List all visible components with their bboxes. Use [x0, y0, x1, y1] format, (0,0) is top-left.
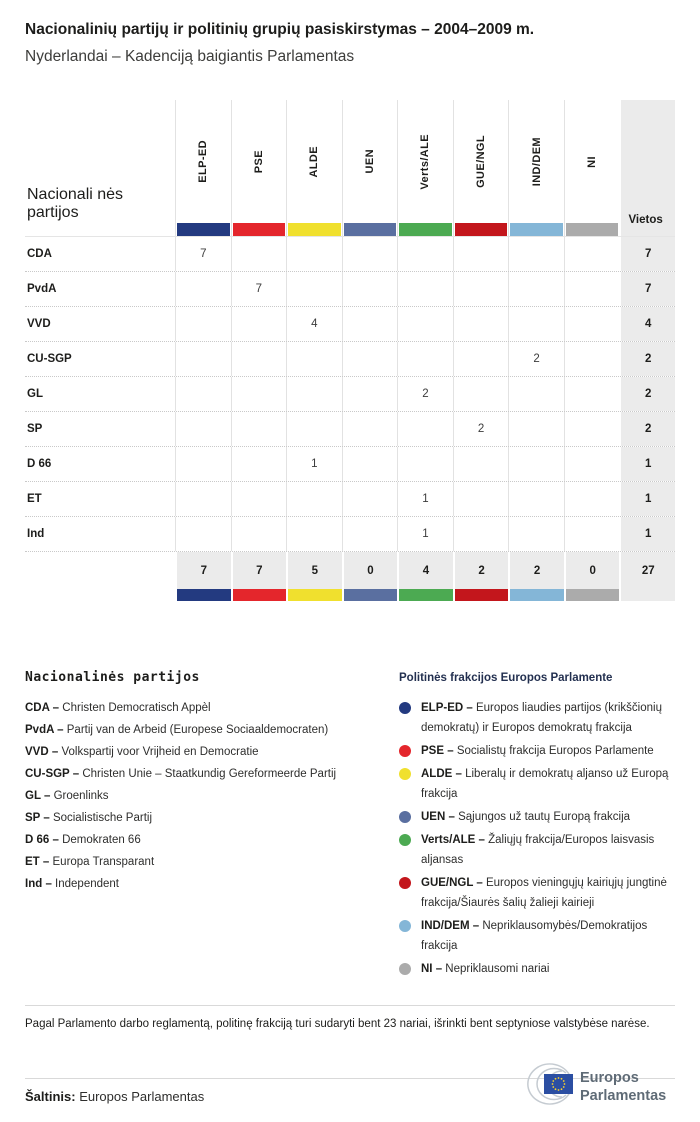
- column-total-cell: 4: [397, 552, 453, 589]
- group-abbr: PSE –: [421, 745, 454, 757]
- seat-cell: [564, 412, 620, 446]
- national-parties-legend: [25, 668, 399, 982]
- table-row: [25, 482, 675, 517]
- column-total-cell: 0: [564, 552, 620, 589]
- party-abbr: CU-SGP –: [25, 768, 80, 780]
- seat-cell: 1: [286, 447, 342, 481]
- seat-cell: [286, 482, 342, 516]
- group-column-label: UEN: [363, 149, 376, 174]
- seat-cell: [397, 412, 453, 446]
- seat-cell: [508, 237, 564, 271]
- seat-cell: [564, 342, 620, 376]
- row-total-cell: 7: [619, 272, 675, 306]
- row-total-cell: 1: [619, 482, 675, 516]
- logo-text-line1: Europos: [580, 1070, 639, 1086]
- seat-cell: [342, 237, 398, 271]
- group-legend-text: [421, 830, 673, 870]
- group-color-bar: [564, 589, 620, 601]
- party-label: ET: [27, 493, 42, 505]
- group-color-bar: [286, 589, 342, 601]
- row-total-cell: 1: [619, 517, 675, 551]
- group-color-bar: [344, 223, 397, 236]
- group-color-dot: [399, 963, 411, 975]
- seat-cell: [342, 482, 398, 516]
- seat-cell: [342, 342, 398, 376]
- seat-cell: [231, 307, 287, 341]
- seat-cell: 7: [175, 237, 231, 271]
- party-name: Christen Unie – Staatkundig Gereformeerde Partij: [82, 768, 337, 780]
- table-row: [25, 307, 675, 342]
- seat-cell: [175, 482, 231, 516]
- seat-cell: [508, 412, 564, 446]
- seat-cell: [231, 482, 287, 516]
- corner-label: Nacionali nės partijos: [27, 186, 124, 221]
- group-color-bar: [177, 223, 230, 236]
- seat-cell: [508, 377, 564, 411]
- party-name: Groenlinks: [53, 790, 109, 802]
- party-name: Independent: [55, 878, 119, 890]
- seat-cell: [286, 342, 342, 376]
- group-column-label: GUE/NGL: [475, 135, 488, 188]
- group-color-dot: [399, 920, 411, 932]
- seats-table: [25, 100, 675, 601]
- footer-note: Pagal Parlamento darbo reglamentą, politinę frakciją turi sudaryti bent 23 nariai, išrinkti bent septyniose valstybėse narėse.: [25, 1018, 650, 1030]
- seat-cell: 1: [397, 517, 453, 551]
- table-row: [25, 447, 675, 482]
- seat-cell: [453, 307, 509, 341]
- group-color-bar: [288, 223, 341, 236]
- party-legend-item: [25, 873, 399, 895]
- group-name: Liberalų ir demokratų aljanso už Europą frakcija: [421, 768, 669, 800]
- logo-text-line2: Parlamentas: [580, 1088, 667, 1104]
- seat-cell: [175, 447, 231, 481]
- group-legend-text: [421, 698, 673, 738]
- party-abbr: VVD –: [25, 746, 59, 758]
- seat-cell: [564, 272, 620, 306]
- seat-cell: [453, 447, 509, 481]
- seat-cell: [286, 237, 342, 271]
- seat-cell: [564, 377, 620, 411]
- group-abbr: IND/DEM –: [421, 920, 480, 932]
- column-total-cell: 7: [231, 552, 287, 589]
- seat-cell: [175, 517, 231, 551]
- table-row: [25, 237, 675, 272]
- party-legend-item: [25, 741, 399, 763]
- seat-cell: [508, 307, 564, 341]
- row-total-cell: 4: [619, 307, 675, 341]
- group-abbr: ALDE –: [421, 768, 462, 780]
- party-abbr: SP –: [25, 812, 50, 824]
- seat-cell: 1: [397, 482, 453, 516]
- row-total-cell: 2: [619, 412, 675, 446]
- party-name: Demokraten 66: [62, 834, 141, 846]
- party-label: CDA: [27, 248, 52, 260]
- seat-cell: [342, 517, 398, 551]
- seat-cell: [175, 377, 231, 411]
- seat-cell: [508, 447, 564, 481]
- row-total-cell: 2: [619, 342, 675, 376]
- group-color-bar: [453, 589, 509, 601]
- group-legend-text: [421, 959, 673, 979]
- group-color-dot: [399, 811, 411, 823]
- seat-cell: [397, 237, 453, 271]
- group-color-bar: [231, 589, 287, 601]
- seat-cell: [508, 272, 564, 306]
- group-color-bar: [342, 589, 398, 601]
- row-total-cell: 1: [619, 447, 675, 481]
- seats-column-label: Vietos: [628, 214, 663, 226]
- party-name: Europa Transparant: [52, 856, 155, 868]
- source-text: Europos Parlamentas: [79, 1089, 205, 1104]
- group-column-header: [397, 100, 453, 236]
- seat-cell: [342, 447, 398, 481]
- group-legend-text: [421, 741, 673, 761]
- title-block: [25, 21, 675, 66]
- seat-cell: [564, 447, 620, 481]
- group-legend-item: [399, 916, 675, 956]
- group-legend-item: [399, 764, 675, 804]
- group-abbr: GUE/NGL –: [421, 877, 483, 889]
- political-groups-heading: Politinės frakcijos Europos Parlamente: [399, 672, 613, 684]
- column-total-cell: 7: [175, 552, 231, 589]
- legends: [25, 668, 675, 982]
- group-abbr: Verts/ALE –: [421, 834, 485, 846]
- seat-cell: [508, 482, 564, 516]
- corner-cell: [25, 100, 175, 236]
- source-label: Šaltinis:: [25, 1089, 76, 1104]
- group-color-bar: [508, 589, 564, 601]
- seat-cell: [453, 342, 509, 376]
- seat-cell: [564, 517, 620, 551]
- group-column-header: [342, 100, 398, 236]
- group-color-bar: [399, 223, 452, 236]
- party-abbr: ET –: [25, 856, 50, 868]
- seat-cell: 2: [453, 412, 509, 446]
- table-row: [25, 377, 675, 412]
- totals-spacer: [25, 552, 175, 589]
- group-name: Europos liaudies partijos (krikščionių demokratų) ir Europos demokratų frakcija: [421, 702, 662, 734]
- party-label: GL: [27, 388, 43, 400]
- party-legend-item: [25, 807, 399, 829]
- seats-column-footer: [619, 589, 675, 601]
- seat-cell: 4: [286, 307, 342, 341]
- group-color-dot: [399, 702, 411, 714]
- group-column-label: Verts/ALE: [419, 133, 432, 190]
- party-legend-item: [25, 763, 399, 785]
- group-column-header: [508, 100, 564, 236]
- group-color-bar: [233, 223, 286, 236]
- group-legend-item: [399, 807, 675, 827]
- party-legend-item: [25, 719, 399, 741]
- party-legend-item: [25, 851, 399, 873]
- party-name: Volkspartij voor Vrijheid en Democratie: [61, 746, 259, 758]
- divider-top: [25, 1005, 675, 1006]
- seat-cell: [286, 517, 342, 551]
- seat-cell: [397, 342, 453, 376]
- color-bar-row: [25, 589, 675, 601]
- party-name: Christen Democratisch Appèl: [62, 702, 211, 714]
- column-total-cell: 2: [453, 552, 509, 589]
- seat-cell: 2: [397, 377, 453, 411]
- group-color-dot: [399, 834, 411, 846]
- group-name: Nepriklausomi nariai: [445, 963, 550, 975]
- seat-cell: [453, 272, 509, 306]
- party-label: VVD: [27, 318, 51, 330]
- group-color-dot: [399, 745, 411, 757]
- seat-cell: [508, 517, 564, 551]
- group-column-label: ALDE: [308, 145, 321, 178]
- group-abbr: UEN –: [421, 811, 455, 823]
- group-legend-text: [421, 764, 673, 804]
- group-name: Sąjungos už tautų Europą frakcija: [458, 811, 631, 823]
- seat-cell: [231, 237, 287, 271]
- group-color-bar: [455, 223, 508, 236]
- totals-row: [25, 552, 675, 589]
- european-parliament-logo: [508, 1058, 680, 1112]
- table-row: [25, 342, 675, 377]
- bar-spacer: [25, 589, 175, 601]
- seat-cell: 7: [231, 272, 287, 306]
- group-name: Nepriklausomybės/Demokratijos frakcija: [421, 920, 648, 952]
- seat-cell: [231, 412, 287, 446]
- group-color-bar: [510, 223, 563, 236]
- page-subtitle: Nyderlandai – Kadenciją baigiantis Parlamentas: [25, 48, 355, 65]
- seat-cell: [175, 272, 231, 306]
- party-abbr: GL –: [25, 790, 51, 802]
- group-legend-item: [399, 873, 675, 913]
- party-name: Socialistische Partij: [52, 812, 153, 824]
- seat-cell: [231, 517, 287, 551]
- party-label: PvdA: [27, 283, 57, 295]
- party-legend-item: [25, 697, 399, 719]
- party-abbr: CDA –: [25, 702, 60, 714]
- row-total-cell: 7: [619, 237, 675, 271]
- group-color-bar: [397, 589, 453, 601]
- seat-cell: [453, 517, 509, 551]
- seat-cell: [564, 482, 620, 516]
- seat-cell: [397, 447, 453, 481]
- party-abbr: PvdA –: [25, 724, 64, 736]
- group-abbr: ELP-ED –: [421, 702, 473, 714]
- party-abbr: D 66 –: [25, 834, 59, 846]
- seat-cell: [342, 412, 398, 446]
- seats-column-header: [619, 100, 675, 236]
- party-legend-item: [25, 829, 399, 851]
- seat-cell: [342, 272, 398, 306]
- group-color-dot: [399, 877, 411, 889]
- group-name: Europos vieningųjų kairiųjų jungtinė frakcija/Šiaurės šalių žalieji kairieji: [421, 877, 667, 909]
- seat-cell: [286, 377, 342, 411]
- eu-flag-icon: [544, 1074, 573, 1094]
- seat-cell: [397, 307, 453, 341]
- political-groups-legend: [399, 668, 675, 982]
- group-name: Socialistų frakcija Europos Parlamente: [456, 745, 654, 757]
- seat-cell: [397, 272, 453, 306]
- table-row: [25, 272, 675, 307]
- group-name: Žaliųjų frakcija/Europos laisvasis aljansas: [421, 834, 655, 866]
- group-abbr: NI –: [421, 963, 443, 975]
- table-row: [25, 412, 675, 447]
- seat-cell: [175, 342, 231, 376]
- column-total-cell: 2: [508, 552, 564, 589]
- group-color-bar: [566, 223, 619, 236]
- page-title: Nacionalinių partijų ir politinių grupių pasiskirstymas – 2004–2009 m.: [25, 21, 535, 38]
- table-row: [25, 517, 675, 552]
- column-total-cell: 0: [342, 552, 398, 589]
- column-total-cell: 5: [286, 552, 342, 589]
- seat-cell: [175, 412, 231, 446]
- party-label: Ind: [27, 528, 45, 540]
- party-label: D 66: [27, 458, 52, 470]
- group-color-dot: [399, 768, 411, 780]
- group-column-label: ELP-ED: [197, 140, 210, 183]
- national-parties-heading: Nacionalinės partijos: [25, 670, 200, 685]
- seat-cell: [231, 377, 287, 411]
- party-label: CU-SGP: [27, 353, 72, 365]
- seat-cell: [564, 237, 620, 271]
- group-column-header: [175, 100, 231, 236]
- party-label: SP: [27, 423, 43, 435]
- seat-cell: [231, 342, 287, 376]
- group-legend-text: [421, 873, 673, 913]
- table-header-row: [25, 100, 675, 237]
- seat-cell: [286, 272, 342, 306]
- group-legend-text: [421, 807, 673, 827]
- seat-cell: [286, 412, 342, 446]
- group-color-bar: [175, 589, 231, 601]
- seat-cell: [231, 447, 287, 481]
- seat-cell: [453, 377, 509, 411]
- seat-cell: [342, 307, 398, 341]
- group-column-header: [286, 100, 342, 236]
- seat-cell: [453, 482, 509, 516]
- group-legend-text: [421, 916, 673, 956]
- group-column-header: [453, 100, 509, 236]
- grand-total-cell: 27: [619, 552, 675, 589]
- party-abbr: Ind –: [25, 878, 52, 890]
- seat-cell: [453, 237, 509, 271]
- seat-cell: [342, 377, 398, 411]
- group-legend-item: [399, 698, 675, 738]
- group-column-label: PSE: [252, 149, 265, 174]
- group-column-label: IND/DEM: [530, 136, 543, 187]
- seat-cell: [564, 307, 620, 341]
- group-column-label: NI: [586, 155, 599, 168]
- group-column-header: [231, 100, 287, 236]
- row-total-cell: 2: [619, 377, 675, 411]
- group-legend-item: [399, 830, 675, 870]
- group-legend-item: [399, 959, 675, 979]
- seat-cell: [175, 307, 231, 341]
- seat-cell: 2: [508, 342, 564, 376]
- source-line: [25, 1089, 204, 1104]
- group-column-header: [564, 100, 620, 236]
- group-legend-item: [399, 741, 675, 761]
- party-name: Partij van de Arbeid (Europese Sociaaldemocraten): [66, 724, 329, 736]
- party-legend-item: [25, 785, 399, 807]
